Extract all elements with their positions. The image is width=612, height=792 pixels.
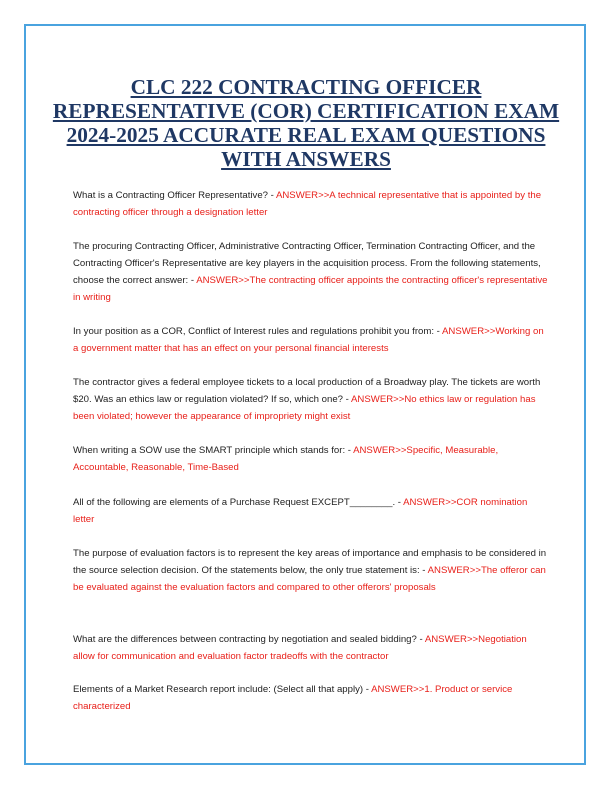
question-text: What is a Contracting Officer Representative? - — [73, 190, 276, 201]
question-text: Elements of a Market Research report include: (Select all that apply) - — [73, 684, 372, 695]
answer-text: ANSWER>>1. Product or service characterized — [73, 684, 513, 712]
answer-text: ANSWER>>The contracting officer appoints the contracting officer's representative in writing — [73, 275, 548, 303]
question-text: In your position as a COR, Conflict of Interest rules and regulations prohibit you from: - — [73, 326, 443, 337]
answer-text: ANSWER>>Negotiation allow for communication and evaluation factor tradeoffs with the contractor — [73, 634, 527, 662]
qa-item — [73, 374, 549, 425]
qa-item — [73, 545, 549, 596]
qa-item — [73, 681, 549, 715]
answer-text: ANSWER>>The offeror can be evaluated against the evaluation factors and compared to other offerors' proposals — [73, 565, 546, 593]
question-text: What are the differences between contracting by negotiation and sealed bidding? - — [73, 634, 425, 645]
qa-item — [73, 238, 549, 306]
answer-text: ANSWER>>Working on a government matter that has an effect on your personal financial interests — [73, 326, 544, 354]
qa-item — [73, 494, 549, 528]
question-text: The contractor gives a federal employee tickets to a local production of a Broadway play. The tickets are worth $20. Was an ethics law or regulation violated? If so, which one? - — [73, 377, 541, 405]
answer-text: ANSWER>>No ethics law or regulation has been violated; however the appearance of impropriety might exist — [73, 394, 536, 422]
question-text: The procuring Contracting Officer, Administrative Contracting Officer, Termination Contracting Officer, and the Contracting Officer's Representative are key players in the acquisition process. From the following statements, choose the correct answer: - — [73, 241, 541, 286]
qa-item — [73, 323, 549, 357]
answer-text: ANSWER>>Specific, Measurable, Accountable, Reasonable, Time-Based — [73, 445, 499, 473]
qa-item — [73, 631, 549, 665]
question-text: The purpose of evaluation factors is to represent the key areas of importance and emphasis to be considered in the source selection decision. Of the statements below, the only true statement is: - — [73, 548, 547, 576]
answer-text: ANSWER>>COR nomination letter — [73, 497, 528, 525]
question-text: When writing a SOW use the SMART principle which stands for: - — [73, 445, 354, 456]
qa-item — [73, 442, 549, 476]
question-text: All of the following are elements of a Purchase Request EXCEPT________. - — [73, 497, 404, 508]
document-title: CLC 222 CONTRACTING OFFICER REPRESENTATIVE (COR) CERTIFICATION EXAM 2024-2025 ACCURATE REAL EXAM QUESTIONS WITH ANSWERS — [52, 75, 560, 171]
answer-text: ANSWER>>A technical representative that is appointed by the contracting officer through a designation letter — [73, 190, 542, 218]
qa-item — [73, 187, 549, 221]
